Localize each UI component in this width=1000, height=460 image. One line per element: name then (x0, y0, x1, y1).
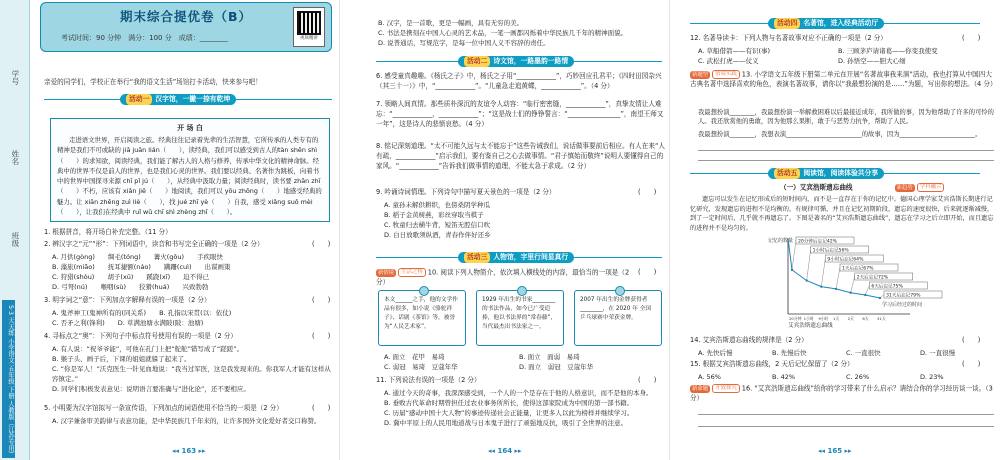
binding-strip (0, 0, 30, 460)
exam-title-banner (40, 2, 332, 52)
question-10-text: 10. 阅读下列人物简介，依次填入横线处的内容，最恰当的一项是（2 分） (376, 268, 630, 287)
question-14: 14. 艾宾浩斯遗忘曲线的规律是（2 分） (690, 336, 808, 344)
question-9: 9. 吟诵诗词情理。下列诗句中描写夏天景色的一项是（2 分） (376, 188, 556, 196)
q10-option-c[interactable]: C. 弱冠 易琦 豆蔻年华 (384, 363, 458, 372)
person-card-1: 本文______之手，他的文学作品有很多，如小说《骆驼祥子》、话剧《茶馆》等，被誉为“人民艺术家”。 (378, 290, 466, 346)
side-label-name: 姓名 (10, 150, 20, 165)
side-label-class: 班级 (10, 232, 20, 247)
question-1: 1. 根据拼音，将开场白补充完整。（11 分） (44, 228, 172, 236)
person-card-2: 1929 年出生的书家________ 的书法作品，如今已广受追捧，他以书法界的“常春藤”，当代最杰出书法家之一。 (476, 290, 564, 346)
page-164 (340, 0, 670, 460)
q15-option-a[interactable]: A. 56% (698, 373, 721, 381)
q10-tag-life: 生活之桥 (398, 268, 426, 277)
page-163 (0, 0, 340, 460)
section-3-num: 活动三 (464, 252, 490, 263)
q13-prompt[interactable]: 我最想扮演________，我想表演________________________的故事，因为________________________。 (698, 131, 982, 138)
section-5-title: 阅读馆，阅读体验共分享 (803, 169, 879, 177)
q11-option-a[interactable]: A. 通过今天的奇事，我深深感受到，一个人的一个是存在于他的人格意识，而不是他的本身。 (384, 389, 653, 397)
text-1-heading (780, 183, 1000, 193)
q2-options (52, 252, 334, 292)
x-tick-label: 1小时 (803, 316, 814, 321)
q14-option-d[interactable]: D. 一直很慢 (920, 349, 956, 357)
section-5-num: 活动五 (774, 168, 800, 179)
q16-answer-line-1[interactable] (698, 414, 994, 415)
data-label-leader (880, 295, 884, 299)
question-11: 11. 下列说法有误的一项是（2 分） (376, 376, 481, 384)
q3-option-cd[interactable]: C. 否矛之利(锋利) D. 草满池塘水满陂(陂：池塘) (52, 319, 204, 328)
q16-tag-new: 新命题 (692, 385, 709, 392)
q4-options (52, 344, 334, 394)
x-tick-label: 9小时 (818, 316, 829, 321)
chart-y-label: 记忆的数量 (768, 238, 794, 244)
opening-box-text: 走进语文世界，开启阅读之旅。经典往往记录着先辈的生活智慧，它所传承的人类专有的精神是我们不可或缺的 jiā juān lián（ ），读经典，我们可以感受到古人的tàn shēn shì（ ）的求知欲，阅读经典，我们能了解古人的人格与修养，传承中华文化的精神命脉。经典中的世界不仅是前人的世界，也是我们心灵的世界。我们要以经典、名著作为跳板，向着书中的世界中国探寻来源 chī pǐ jú（ ），从经典中汲取力量；阅读经典时，读书要 zhān zhī（ ）不朽，应该有 xiǎn jiē（ ）地阅读，我们可以 yōu zhōng（ ）地感受经典的魅力。让 xiān zhēng zuì liè（ ），找 jué zhī yè（ ）自我，感受 xiǎng suǒ mèi（ ），让我们在经典中 ruǐ wǔ chī shì zhèng zhǐ（ ）。 (57, 136, 322, 216)
q10-tag-new: 新情境 (378, 269, 395, 276)
section-3-title: 人物馆，字里行间显真行 (493, 253, 569, 261)
exam-info: 考试时间：90 分钟 满分：100 分 成绩：________ (61, 34, 228, 42)
answer-paren-q14[interactable]: ( ) (962, 336, 981, 344)
data-label-text: 20分钟后忘记42% (798, 239, 838, 245)
q13-sample: 我最想扮演________，我最想扮演一举解救困难以后最接近成年，我所做的事，因为他帮助了许多的可怜的人。我还欣赏他的勇敢，因为他那么果断，敢于与恶势力抗争，帮助了人民。 (698, 109, 994, 126)
q15-option-d[interactable]: D. 23% (920, 373, 944, 381)
q9-option-a[interactable]: A. 童孙未解供耕织，也傍桑阴学种瓜 (384, 201, 490, 209)
q4-option-d[interactable]: D. 同学们积极发表意见：说明语言要准确与“进化论”，还不要相应。 (52, 385, 250, 394)
answer-paren-q10[interactable]: ( ) (638, 268, 657, 276)
q2-option-a[interactable]: A. 月供(gòng) 绸毛(tóng) 篝火(gōu) 手疾眼快 (52, 253, 224, 261)
answer-paren-q2[interactable]: ( ) (312, 240, 331, 248)
q10-options (384, 352, 664, 372)
x-tick-label: 2天 (847, 316, 854, 321)
q11-option-c[interactable]: C. 历届“感动中国十大人物”的事迹传递社会正能量，让更多人以此为榜样并继续学习。 (384, 409, 634, 418)
q9-options (384, 200, 664, 240)
q10-option-d[interactable]: D. 面立 弱冠 豆蔻年华 (519, 363, 594, 372)
q12-options (698, 46, 994, 66)
q11-option-d[interactable]: D. 冀中平原上的人民用地道战与日本鬼子进行了顽强地反抗，吸引了全世界的注意。 (384, 419, 628, 428)
q11-option-b[interactable]: B. 垂败古代革命时期曾担任过农业事务所所长，使得这部家院成为中国的第一部书籍。 (384, 399, 634, 408)
page-number-164: ◂◂ 164 ▸▸ (488, 446, 522, 455)
data-label-text: 6天后忘记75% (871, 284, 903, 290)
q10-option-b[interactable]: B. 面立 面弱 易琦 (519, 353, 580, 361)
q4-option-a[interactable]: A. 有人说：“祝爷爷能”，可他在孔门上把“舵舵”错写成了“蹉蹉”。 (52, 345, 244, 353)
text-1-tag-trend: 新趋势 (896, 184, 913, 191)
q4-option-b[interactable]: B. 猴子头、画子后，下课的姐姐就躲了起来了。 (52, 355, 191, 364)
question-4: 4. 寻标点之“奥”：下列句子中标点符号使用有误的一项是（2 分） (44, 332, 237, 340)
q9-option-b[interactable]: B. 稻子金黄树燕，彩丝穿取当棋子 (384, 211, 484, 220)
question-16-text: 16. “艾宾浩斯遗忘曲线”给你的学习带来了什么启示？请结合你的学习经历谈一谈。（3 分） (690, 384, 993, 403)
question-5: 5. 小明要为汉字馆拟写一条宣传语，下列加点的词语使用不恰当的一项是（2 分） (44, 404, 283, 412)
q16-answer-line-2[interactable] (698, 426, 994, 427)
q5-option-b[interactable]: B. 汉字，是一首歌，更是一幅画，具有无穷的美。 (378, 19, 524, 27)
data-label-leader (807, 250, 811, 281)
answer-paren-q4[interactable]: ( ) (312, 332, 331, 340)
section-4-title: 名著馆，进入经典活动厅 (803, 19, 879, 27)
page-number-163: ◂◂ 163 ▸▸ (172, 446, 206, 455)
data-label-text: 2天后忘记72% (856, 275, 889, 281)
data-label (880, 291, 942, 299)
q5-option-c[interactable]: C. 书法是携刻在中国人心灵的艺术品，一笔一画都闪烁着中华民族几千年的精神面貌。 (378, 29, 628, 38)
question-8[interactable]: 8. 铭记深刻道理。“太不可能久远与太不能忘于”这些告诫我们，说话做事要前后相应。有人在来“人有疏，____________”启示我们，要有鉴自己之心去做事情。“君子慎始而敬终”说明人要懂得自己的家风。“____________”告诉我们做事情的道理，不能太急于求成。（2 分） (376, 142, 665, 170)
answer-paren-q3[interactable]: ( ) (312, 296, 331, 304)
opening-box-title: 开 场 白 (177, 124, 203, 132)
question-6[interactable]: 6. 感受童真趣趣。《杨氏之子》中，杨氏之子用“____________”，巧妙回应孔君平；《四时田园杂兴（其三十一）》中，“____________”。“儿童急走追黄蝶，____________”。（4 分） (376, 72, 662, 90)
section-2-title: 诗文馆，一路墨韵一路情 (493, 57, 569, 65)
data-label-leader (821, 259, 825, 287)
q11-options (384, 388, 664, 428)
question-10 (376, 268, 638, 288)
q5-options (52, 416, 334, 426)
q4-option-c[interactable]: C. “你是军人！”沃克医生一针见血地说：“我当过军医，这是我发现来的。你我军人才能有这样从容镇定。” (52, 365, 331, 384)
opening-box (50, 118, 330, 222)
q2-option-d[interactable]: D. 弓弩(nú) 喉咽(sù) 狡猾(huá) 兴致勃勃 (52, 283, 209, 292)
chart-marks (788, 237, 942, 299)
question-15: 15. 根据艾宾浩斯遗忘曲线，2 天后记忆保留了（2 分） (690, 360, 854, 368)
q9-option-c[interactable]: C. 牧童归去横牛背，短笛无腔信口吹 (384, 221, 491, 230)
question-7[interactable]: 7. 领略人间真情。那些质朴深沉的友谊令人动容：“临行密密缝，____________”，真挚友情让人难忘：“____________，____________”；“这是战士们的铮铮誓言：“________________”，南望王师又一年”，这是诗人的悲愤哀愁。（4 分） (376, 100, 664, 128)
data-label-text: 9小时后忘记64% (827, 257, 864, 263)
section-1-header (120, 94, 236, 105)
q13-tag-practice: 情境实践 (712, 70, 740, 79)
section-2-header (458, 56, 574, 67)
side-label-student-id: 学号 (10, 70, 20, 85)
exam-title: 期末综合提优卷（B） (119, 9, 253, 24)
data-label-text: 31天后忘记79% (886, 293, 921, 299)
q12-option-d[interactable]: D. 孙悟空——胆大心细 (838, 57, 906, 66)
question-16 (690, 384, 994, 404)
chart-x-label: 学习后经过的时间 (882, 302, 923, 308)
section-4-header (768, 18, 884, 29)
intro-text: 亲爱的同学们，学校正在举行“我的语文生活”场馆打卡活动，快来参与吧！ (44, 78, 262, 86)
qr-caption: 视频精讲 (300, 36, 318, 41)
q12-option-c[interactable]: C. 武松打虎——仗义 (698, 57, 759, 66)
data-label-text: 1天后忘记67% (842, 266, 874, 272)
question-2: 2. 辨汉字之“元”“形”：下列词语中，读音和书写完全正确的一项是（2 分） (44, 240, 264, 248)
data-label-leader (851, 277, 855, 293)
answer-paren-q5[interactable]: ( ) (312, 404, 331, 412)
q2-option-b[interactable]: B. 藻旅(mião) 抚耳捷额(náo) 蹒跚(cuì) 出谋画策 (52, 263, 231, 272)
qr-icon (297, 11, 321, 35)
x-tick-label: 31天 (877, 316, 886, 321)
q9-option-d[interactable]: D. 白日放歌须纵酒，青春作伴好还乡 (384, 231, 491, 240)
q13-tag-new: 新题型 (692, 71, 709, 78)
q14-options (698, 348, 994, 358)
section-1-title: 汉字馆，一撇一捺有乾坤 (155, 95, 231, 103)
data-label-text: 1小时后忘记56% (812, 248, 849, 254)
chart-caption: 艾宾浩斯遗忘曲线 (788, 323, 833, 329)
q5-option-a[interactable]: A. 汉字兼备审美韵律与表意功能，是中华民族几千年来的，让许多国外文化爱好者交口称赞。 (52, 417, 321, 425)
section-3-header (458, 252, 574, 263)
data-label-leader (792, 241, 796, 270)
chart-x-ticks (789, 316, 886, 321)
q10-option-a[interactable]: A. 面立 花甲 易琦 (384, 353, 445, 361)
section-5-header (768, 168, 884, 179)
page-165 (670, 0, 1000, 460)
text-1-title: （一）艾宾浩斯遗忘曲线 (780, 183, 853, 192)
x-tick-label: 20分钟 (789, 316, 802, 321)
page-number-165: ◂◂ 165 ▸▸ (818, 446, 852, 455)
section-2-num: 活动二 (464, 56, 490, 67)
forgetting-curve-chart (768, 234, 923, 330)
q13-answer-line-1[interactable] (698, 150, 994, 151)
question-13-text: 13. 小学语文五年级下册第二单元在开展“名著故事我来演”活动，我也打算从中国四大古典名著中选择喜欢的角色，表演名著故事，请你以“我最想扮演的是……”为题，写出你的想法。（4 分） (690, 70, 997, 89)
answer-paren-q9[interactable]: ( ) (638, 188, 657, 196)
q3-options (52, 308, 334, 328)
question-12: 12. 名著导读卡：下列人物与名著故事对应不正确的一项是（2 分） (690, 34, 887, 42)
q12-option-b[interactable]: B. 三顾茅庐请诸葛——你变我使变 (838, 47, 938, 55)
data-label-leader (836, 268, 840, 289)
x-tick-label: 1天 (833, 316, 840, 321)
text-1-body: 遗忘可以发生在记忆形成后的短时间内，而不是一直存在于你的记忆中。德国心理学家艾宾浩斯长期进行记忆研究，发现遗忘的进程不是均衡的，有规律可循，并且在记忆初期阶段，遗忘的速度很快，后来就逐渐减慢，到了一定时间后，几乎就不再遗忘了。下图是著名的“艾宾浩斯遗忘曲线”，遗忘在学习之后立即开始，而且遗忘的进程并不是均匀的。 (690, 196, 994, 232)
section-1-num: 活动一 (126, 94, 152, 105)
q13-answer-line-2[interactable] (698, 160, 994, 161)
q2-option-c[interactable]: C. 狩猎(shòu) 胡子(xū) 蹊跷(xī) 迫不得已 (52, 273, 210, 282)
q14-option-c[interactable]: C. 一直很快 (846, 349, 881, 357)
x-tick-label: 6天 (862, 316, 869, 321)
q5-option-d[interactable]: D. 说普通话，写规范字，是每一位中国人义不容辞的责任。 (378, 39, 550, 48)
q5-options-continued (378, 18, 664, 48)
q15-option-c[interactable]: C. 26% (846, 373, 870, 381)
question-3: 3. 明字词之“意”：下列加点字解释有误的一项是（2 分） (44, 296, 211, 304)
q3-option-ab[interactable]: A. 鬼斧神工(鬼神所有的(同关系) B. 孔指以宋贯(以：依仗) (52, 309, 232, 317)
q15-options (698, 372, 994, 382)
q16-tag-open: 开放探究 (712, 384, 740, 393)
q15-option-b[interactable]: B. 42% (772, 373, 796, 381)
answer-paren-q15[interactable]: ( ) (962, 360, 981, 368)
person-card-3: 2007 年出生的金牌获得者________，在 2020 年 全国乒乓球赛中荣获金牌。 (574, 290, 662, 346)
question-13 (690, 70, 997, 90)
answer-paren-q11[interactable]: ( ) (638, 376, 657, 384)
section-4-num: 活动四 (774, 18, 800, 29)
text-1-tag-cross: 学科融合 (917, 183, 945, 192)
answer-paren-q12[interactable]: ( ) (962, 34, 981, 42)
data-label-leader (865, 286, 869, 296)
q14-option-a[interactable]: A. 先快后慢 (698, 349, 733, 357)
qr-code[interactable] (293, 7, 325, 47)
spine-title: 5·3 天天练 小学语文 五年级 下册 人教版（江苏专用） (2, 300, 15, 458)
q14-option-b[interactable]: B. 先慢后快 (772, 349, 807, 357)
q12-option-a[interactable]: A. 草船借箭——有识(事) (698, 47, 771, 55)
